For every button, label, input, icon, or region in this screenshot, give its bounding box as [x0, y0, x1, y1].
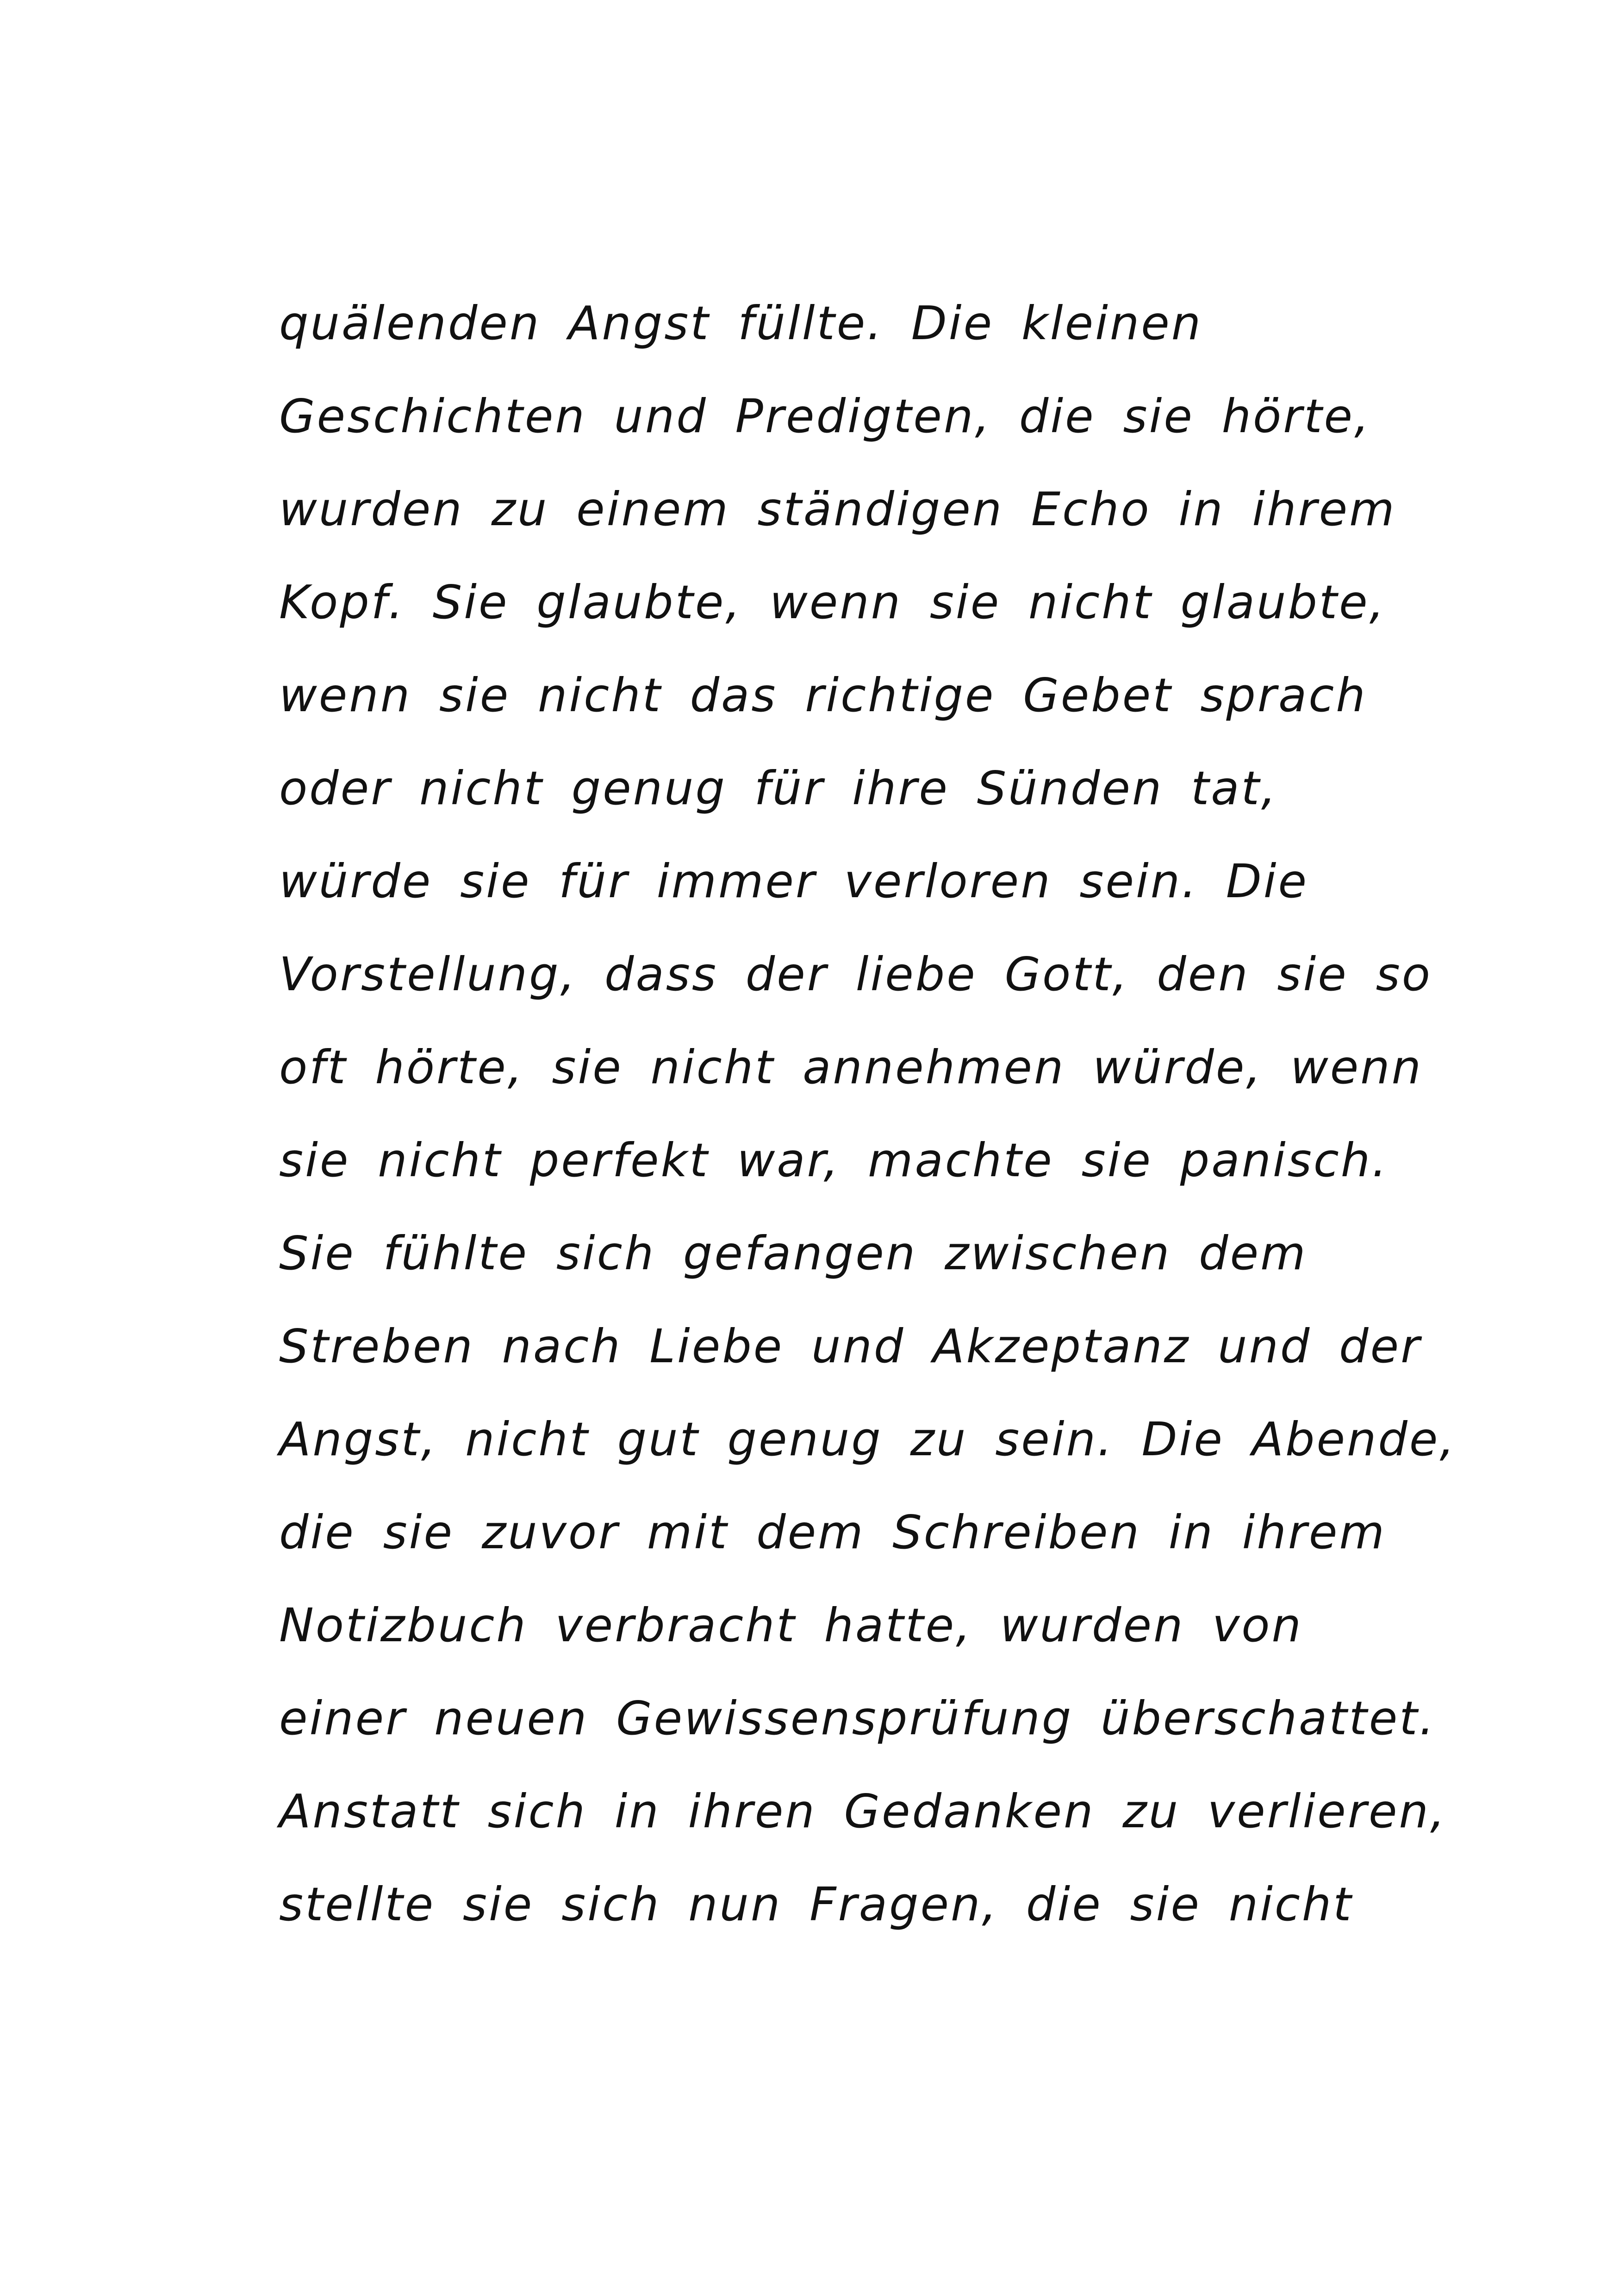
text-line: Anstatt sich in ihren Gedanken zu verlieren, — [279, 1784, 1447, 1838]
text-line: wurden zu einem ständigen Echo in ihrem — [279, 482, 1396, 536]
text-line: Sie fühlte sich gefangen zwischen dem — [279, 1226, 1308, 1280]
text-line: Notizbuch verbracht hatte, wurden von — [279, 1598, 1303, 1652]
text-line: einer neuen Gewissensprüfung überschattet. — [279, 1691, 1436, 1745]
text-line: Vorstellung, dass der liebe Gott, den sie so — [279, 947, 1432, 1001]
text-line: stellte sie sich nun Fragen, die sie nicht — [279, 1877, 1353, 1931]
text-line: würde sie für immer verloren sein. Die — [279, 854, 1309, 908]
body-text — [279, 277, 1457, 1951]
text-line: Geschichten und Predigten, die sie hörte, — [279, 389, 1371, 443]
text-line: oft hörte, sie nicht annehmen würde, wenn — [279, 1040, 1423, 1094]
text-line: Streben nach Liebe und Akzeptanz und der — [279, 1319, 1422, 1373]
text-line: oder nicht genug für ihre Sünden tat, — [279, 761, 1278, 815]
text-line: die sie zuvor mit dem Schreiben in ihrem — [279, 1505, 1386, 1559]
text-line: Angst, nicht gut genug zu sein. Die Abende, — [279, 1412, 1457, 1466]
text-line: quälenden Angst füllte. Die kleinen — [279, 296, 1203, 350]
text-line: sie nicht perfekt war, machte sie panisch. — [279, 1133, 1389, 1187]
text-line: wenn sie nicht das richtige Gebet sprach — [279, 668, 1367, 722]
text-line: Kopf. Sie glaubte, wenn sie nicht glaubte, — [279, 575, 1386, 629]
